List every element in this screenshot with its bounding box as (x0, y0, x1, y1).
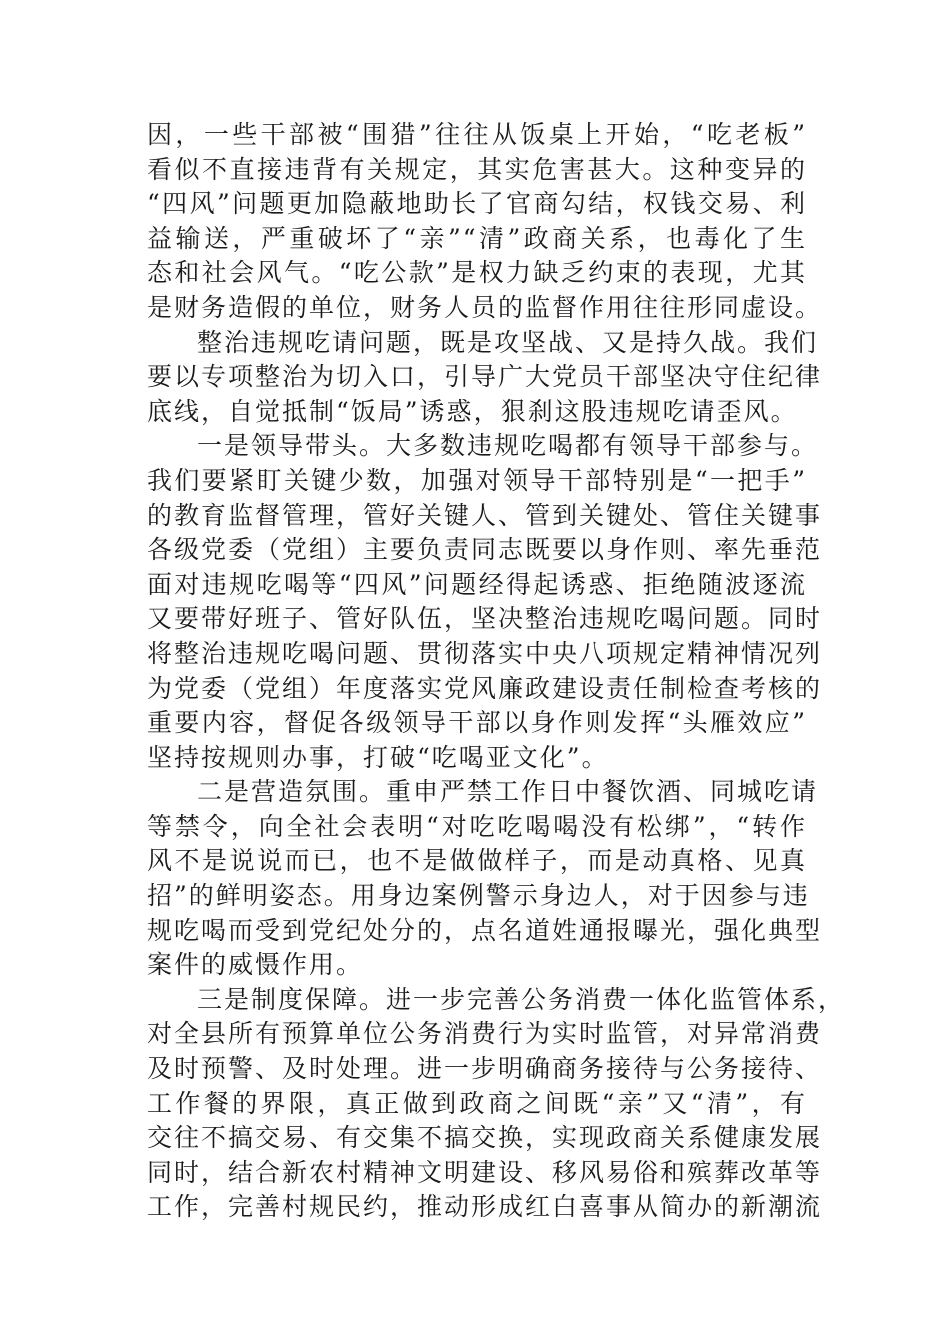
text-line: 为党委（党组）年度落实党风廉政建设责任制检查考核的 (147, 673, 823, 703)
text-line: 招”的鲜明姿态。用身边案例警示身边人，对于因参与违 (147, 881, 810, 911)
text-line: 是财务造假的单位，财务人员的监督作用往往形同虚设。 (147, 292, 823, 322)
text-line: 益输送，严重破坏了“亲”“清”政商关系，也毒化了生 (147, 223, 807, 253)
text-line: 各级党委（党组）主要负责同志既要以身作则、率先垂范 (147, 535, 823, 565)
text-line: 等禁令，向全社会表明“对吃吃喝喝没有松绑”，“转作 (147, 811, 807, 841)
text-line: 规吃喝而受到党纪处分的，点名道姓通报曝光，强化典型 (147, 915, 823, 945)
text-line: 交往不搞交易、有交集不搞交换，实现政商关系健康发展 (147, 1123, 823, 1153)
text-line: 我们要紧盯关键少数，加强对领导干部特别是“一把手” (147, 465, 807, 495)
paragraph-4 (147, 775, 823, 983)
paragraph-3 (147, 429, 823, 775)
text-line: 整治违规吃请问题，既是攻坚战、又是持久战。我们 (197, 327, 819, 357)
text-line: 因，一些干部被“围猎”往往从饭桌上开始，“吃老板” (147, 120, 807, 149)
text-line: 底线，自觉抵制“饭局”诱惑，狠刹这股违规吃请歪风。 (147, 396, 798, 426)
text-line: 同时，结合新农村精神文明建设、移风易俗和殡葬改革等 (147, 1157, 823, 1187)
text-line: 风不是说说而已，也不是做做样子，而是动真格、见真 (147, 846, 807, 876)
text-line: 三是制度保障。进一步完善公务消费一体化监管体系， (197, 984, 846, 1014)
paragraph-1 (147, 118, 823, 326)
text-line: 工作，完善村规民约，推动形成红白喜事从简办的新潮流 (147, 1192, 823, 1222)
text-line: 重要内容，督促各级领导干部以身作则发挥“头雁效应” (147, 708, 807, 738)
text-line: 将整治违规吃喝问题、贯彻落实中央八项规定精神情况列 (147, 638, 823, 668)
text-line: 坚持按规则办事，打破“吃喝亚文化”。 (147, 742, 609, 772)
text-line: 对全县所有预算单位公务消费行为实时监管，对异常消费 (147, 1019, 823, 1049)
text-line: 一是领导带头。大多数违规吃喝都有领导干部参与。 (197, 431, 819, 461)
text-line: 及时预警、及时处理。进一步明确商务接待与公务接待、 (147, 1054, 823, 1084)
paragraph-5 (147, 983, 846, 1225)
paragraph-2 (147, 326, 823, 430)
text-line: 面对违规吃喝等“四风”问题经得起诱惑、拒绝随波逐流 (147, 569, 807, 599)
text-line: 看似不直接违背有关规定，其实危害甚大。这种变异的 (147, 154, 807, 184)
text-line: “四风”问题更加隐蔽地助长了官商勾结，权钱交易、利 (147, 189, 807, 219)
text-line: 案件的威慑作用。 (147, 950, 364, 980)
text-line: 的教育监督管理，管好关键人、管到关键处、管住关键事 (147, 500, 823, 530)
text-line: 态和社会风气。“吃公款”是权力缺乏约束的表现，尤其 (147, 258, 807, 288)
body-text (147, 118, 846, 1225)
text-line: 又要带好班子、管好队伍，坚决整治违规吃喝问题。同时 (147, 604, 823, 634)
text-line: 二是营造氛围。重申严禁工作日中餐饮酒、同城吃请 (197, 777, 819, 807)
text-line: 工作餐的界限，真正做到政商之间既“亲”又“清”，有 (147, 1088, 807, 1118)
text-line: 要以专项整治为切入口，引导广大党员干部坚决守住纪律 (147, 362, 823, 392)
